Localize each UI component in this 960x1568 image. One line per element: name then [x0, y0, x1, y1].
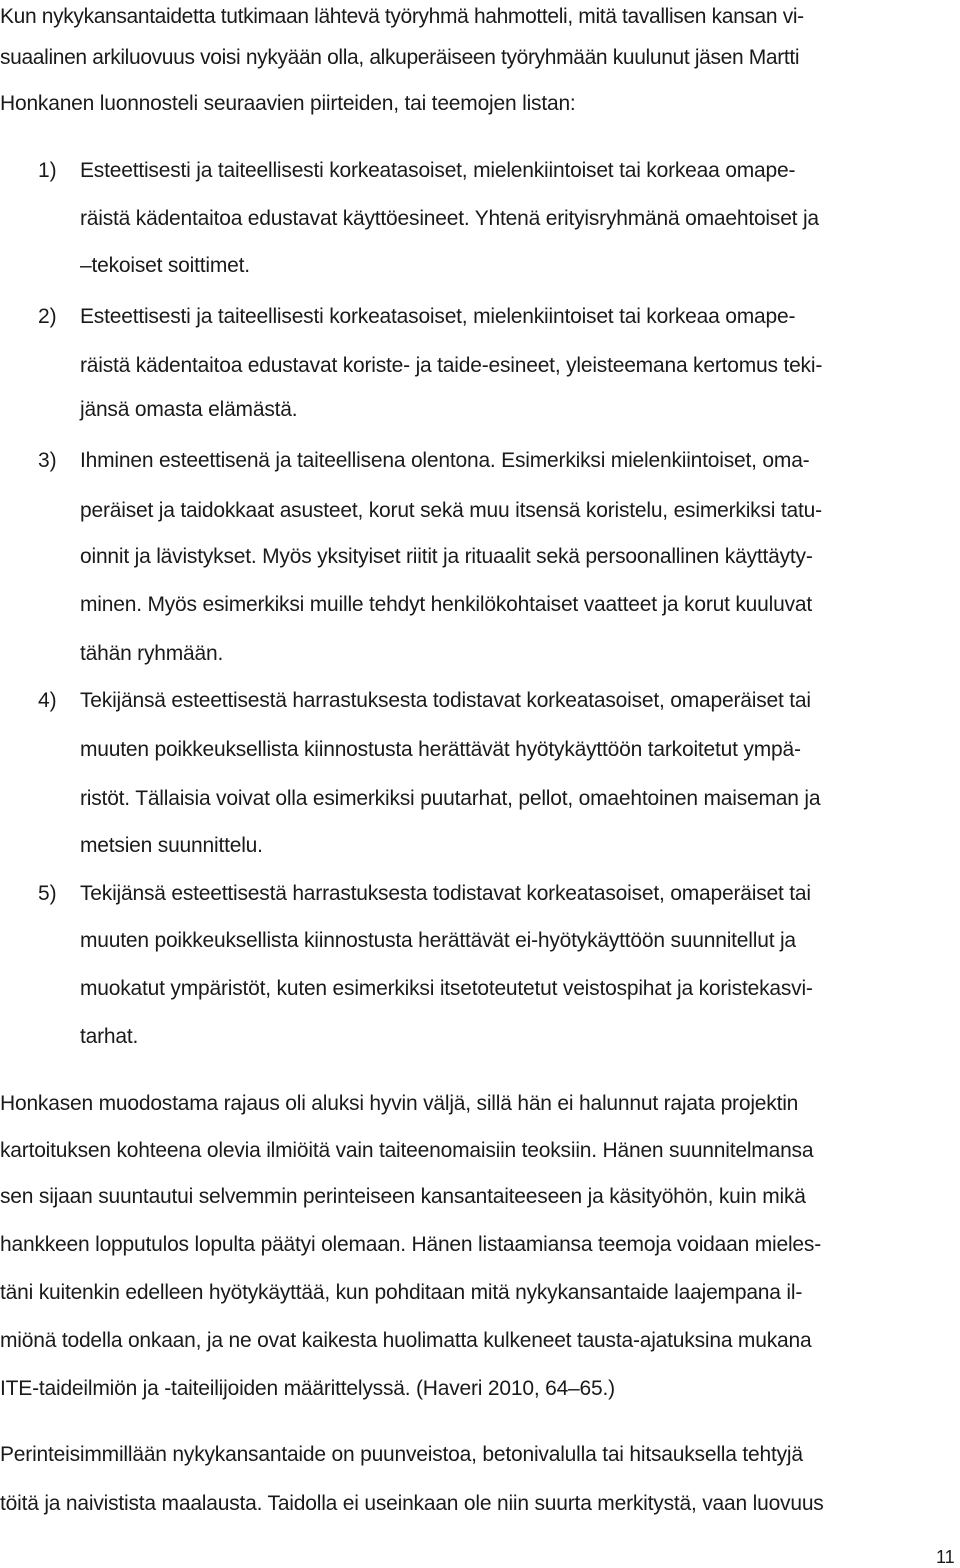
list-item-2-line-2: räistä kädentaitoa edustavat koriste- ja taide-esineet, yleisteemana kertomus teki- [80, 354, 823, 377]
paragraph-2-line-2: kartoituksen kohteena olevia ilmiöitä vain taiteenomaisiin teoksiin. Hänen suunnitelmansa [0, 1139, 814, 1162]
paragraph-3-line-1: Perinteisimmillään nykykansantaide on puunveistoa, betonivalulla tai hitsauksella tehtyjä [0, 1443, 803, 1466]
list-item-3-line-5: tähän ryhmään. [80, 642, 224, 665]
list-item-4-line-3: ristöt. Tällaisia voivat olla esimerkiksi puutarhat, pellot, omaehtoinen maiseman ja [80, 787, 821, 810]
list-item-3-line-2: peräiset ja taidokkaat asusteet, korut sekä muu itsensä koristelu, esimerkiksi tatu- [80, 499, 822, 522]
list-item-5-line-3: muokatut ympäristöt, kuten esimerkiksi itsetoteutetut veistospihat ja koristekasvi- [80, 977, 813, 1000]
intro-line-3: Honkanen luonnosteli seuraavien piirteiden, tai teemojen listan: [0, 92, 576, 115]
list-item-3-line-1: Ihminen esteettisenä ja taiteellisena olentona. Esimerkiksi mielenkiintoiset, oma- [80, 449, 810, 472]
list-item-5-number: 5) [38, 882, 57, 905]
paragraph-2-line-5: täni kuitenkin edelleen hyötykäyttää, kun pohditaan mitä nykykansantaide laajempana il- [0, 1281, 803, 1304]
intro-line-1: Kun nykykansantaidetta tutkimaan lähtevä työryhmä hahmotteli, mitä tavallisen kansan vi- [0, 5, 804, 28]
list-item-5-line-4: tarhat. [80, 1025, 139, 1048]
paragraph-2-line-3: sen sijaan suuntautui selvemmin perinteiseen kansantaiteeseen ja käsityöhön, kuin mikä [0, 1185, 806, 1208]
paragraph-2-line-6: miönä todella onkaan, ja ne ovat kaikesta huolimatta kulkeneet tausta-ajatuksina mukana [0, 1329, 812, 1352]
list-item-1-number: 1) [38, 159, 57, 182]
list-item-4-number: 4) [38, 689, 57, 712]
list-item-4-line-1: Tekijänsä esteettisestä harrastuksesta todistavat korkeatasoiset, omaperäiset tai [80, 689, 811, 712]
list-item-4-line-4: metsien suunnittelu. [80, 834, 263, 857]
list-item-2-number: 2) [38, 305, 57, 328]
list-item-4-line-2: muuten poikkeuksellista kiinnostusta herättävät hyötykäyttöön tarkoitetut ympä- [80, 738, 801, 761]
list-item-1-line-1: Esteettisesti ja taiteellisesti korkeatasoiset, mielenkiintoiset tai korkeaa omape- [80, 159, 796, 182]
list-item-5-line-2: muuten poikkeuksellista kiinnostusta herättävät ei-hyötykäyttöön suunnitellut ja [80, 929, 796, 952]
intro-line-2: suaalinen arkiluovuus voisi nykyään olla, alkuperäiseen työryhmään kuulunut jäsen Martti [0, 46, 800, 69]
list-item-5-line-1: Tekijänsä esteettisestä harrastuksesta todistavat korkeatasoiset, omaperäiset tai [80, 882, 811, 905]
list-item-1-line-2: räistä kädentaitoa edustavat käyttöesineet. Yhtenä erityisryhmänä omaehtoiset ja [80, 207, 819, 230]
paragraph-2-line-1: Honkasen muodostama rajaus oli aluksi hyvin väljä, sillä hän ei halunnut rajata projektin [0, 1092, 799, 1115]
paragraph-2-line-7: ITE-taideilmiön ja -taiteilijoiden määrittelyssä. (Haveri 2010, 64–65.) [0, 1377, 615, 1400]
list-item-3-line-4: minen. Myös esimerkiksi muille tehdyt henkilökohtaiset vaatteet ja korut kuuluvat [80, 593, 812, 616]
list-item-3-number: 3) [38, 449, 57, 472]
page-number: 11 [936, 1547, 955, 1567]
paragraph-3-line-2: töitä ja naivistista maalausta. Taidolla ei useinkaan ole niin suurta merkitystä, vaan luovuus [0, 1492, 824, 1515]
list-item-1-line-3: –tekoiset soittimet. [80, 254, 250, 277]
list-item-2-line-1: Esteettisesti ja taiteellisesti korkeatasoiset, mielenkiintoiset tai korkeaa omape- [80, 305, 796, 328]
list-item-2-line-3: jänsä omasta elämästä. [80, 398, 298, 421]
paragraph-2-line-4: hankkeen lopputulos lopulta päätyi olemaan. Hänen listaamiansa teemoja voidaan mieles- [0, 1233, 821, 1256]
list-item-3-line-3: oinnit ja lävistykset. Myös yksityiset riitit ja rituaalit sekä persoonallinen käyttäyty- [80, 545, 813, 568]
